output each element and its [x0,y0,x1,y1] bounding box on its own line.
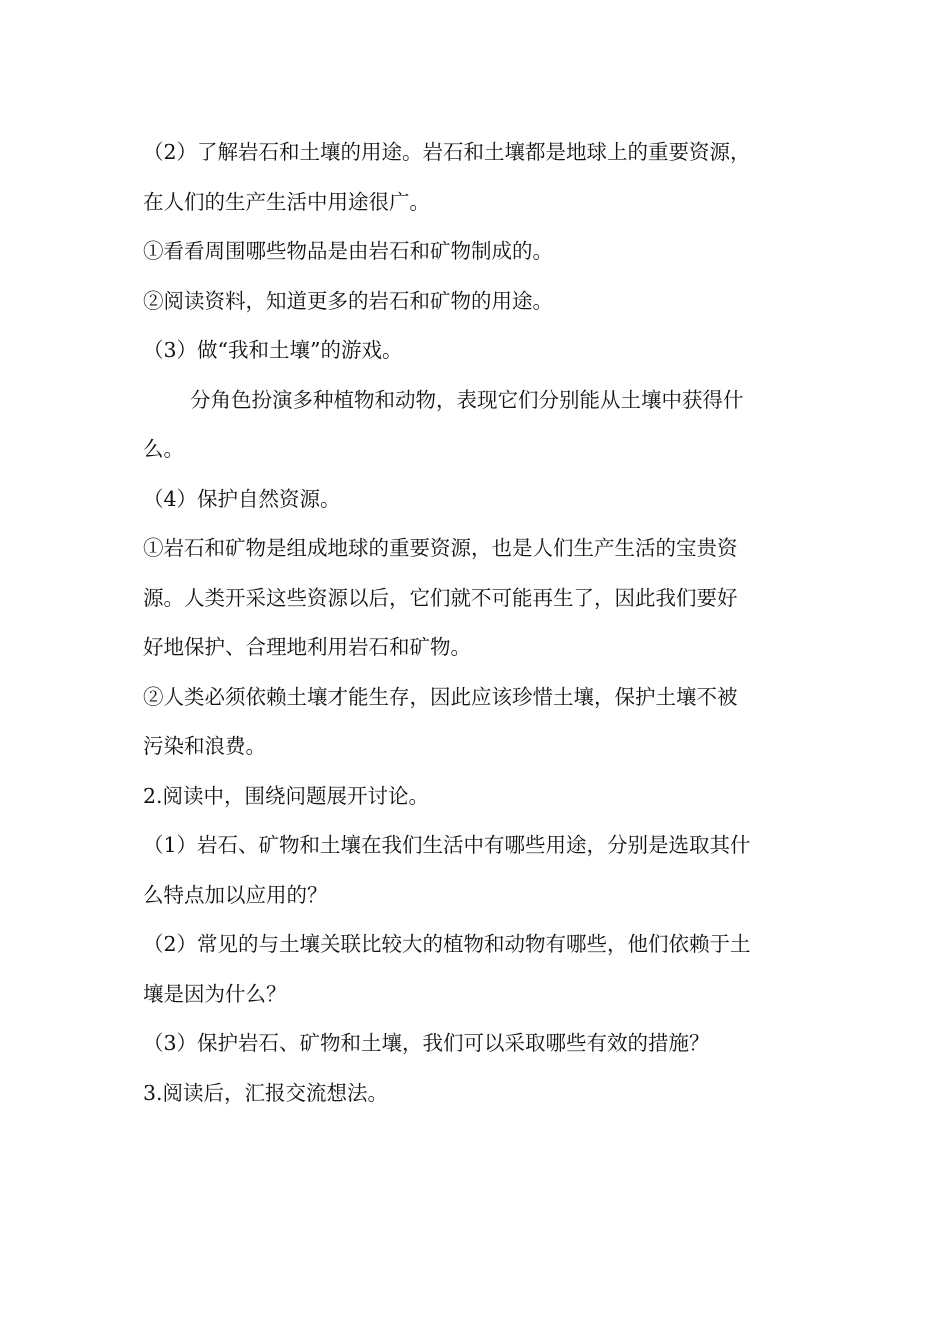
list-item-line: ①岩石和矿物是组成地球的重要资源，也是人们生产生活的宝贵资 [143,536,738,560]
section-heading-line: （3）做“我和土壤”的游戏。 [143,338,403,362]
document-body [143,128,808,1118]
numbered-step-line: 2.阅读中，围绕问题展开讨论。 [143,783,430,808]
list-item-line: ②人类必须依赖土壤才能生存，因此应该珍惜土壤，保护土壤不被 [143,684,738,709]
paragraph-line: 好地保护、合理地利用岩石和矿物。 [143,635,471,659]
question-line: （3）保护岩石、矿物和土壤，我们可以采取哪些有效的措施？ [143,1031,710,1055]
paragraph-line: 污染和浪费。 [143,734,266,758]
numbered-step-line: 3.阅读后，汇报交流想法。 [143,1080,389,1105]
list-item-line: ②阅读资料，知道更多的岩石和矿物的用途。 [143,288,553,313]
indented-paragraph-line: 分角色扮演多种植物和动物，表现它们分别能从土壤中获得什 [190,387,744,412]
paragraph-line: （2）了解岩石和土壤的用途。岩石和土壤都是地球上的重要资源， [143,140,751,164]
paragraph-line: 么。 [143,437,184,461]
list-item-line: ①看看周围哪些物品是由岩石和矿物制成的。 [143,239,553,263]
section-heading-line: （4）保护自然资源。 [143,486,341,511]
question-line: （1）岩石、矿物和土壤在我们生活中有哪些用途，分别是选取其什 [143,833,751,857]
paragraph-line: 源。人类开采这些资源以后，它们就不可能再生了，因此我们要好 [143,585,738,610]
question-line: （2）常见的与土壤关联比较大的植物和动物有哪些，他们依赖于土 [143,932,751,956]
question-line: 么特点加以应用的？ [143,882,328,907]
question-line: 壤是因为什么？ [143,981,287,1006]
paragraph-line: 在人们的生产生活中用途很广。 [143,189,430,214]
